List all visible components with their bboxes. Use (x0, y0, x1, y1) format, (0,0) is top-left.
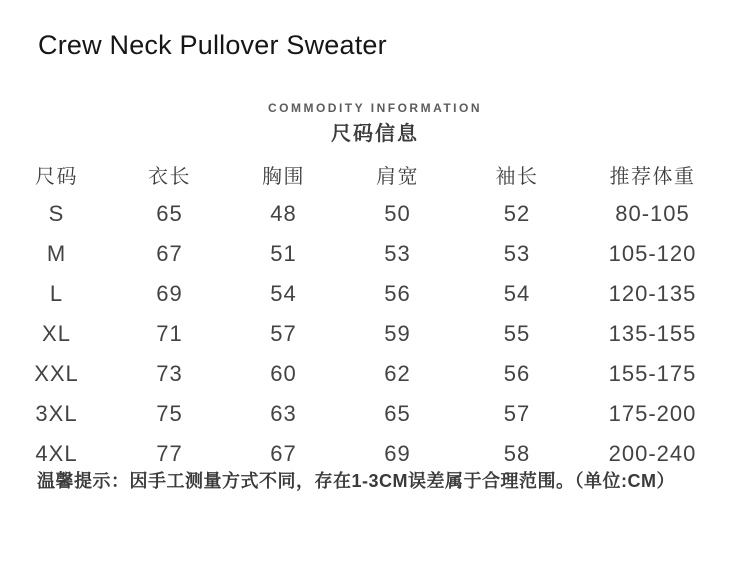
size-value-cell: 75 (156, 401, 183, 426)
size-row (0, 234, 750, 274)
size-row (0, 394, 750, 434)
size-value-cell: 73 (156, 361, 183, 386)
size-row (0, 274, 750, 314)
size-value-cell: 54 (503, 281, 531, 306)
size-label-cell: XL (42, 321, 71, 346)
column-header: 尺码 (35, 165, 78, 188)
size-value-cell: 52 (503, 201, 531, 226)
size-label-cell: 4XL (35, 441, 78, 466)
size-value-cell: 175-200 (608, 401, 697, 426)
size-value-cell: 69 (384, 441, 411, 466)
column-header: 推荐体重 (609, 165, 696, 188)
size-row (0, 314, 750, 354)
size-label-cell: XXL (34, 361, 79, 386)
size-value-cell: 56 (503, 361, 531, 386)
size-label-cell: 3XL (35, 401, 78, 426)
size-row (0, 194, 750, 234)
size-row (0, 354, 750, 394)
size-value-cell: 80-105 (615, 201, 690, 226)
size-value-cell: 77 (156, 441, 183, 466)
size-value-cell: 69 (156, 281, 183, 306)
size-value-cell: 54 (270, 281, 297, 306)
size-value-cell: 155-175 (608, 361, 697, 386)
size-value-cell: 55 (503, 321, 531, 346)
section-header (0, 101, 750, 146)
size-value-cell: 48 (270, 201, 297, 226)
size-value-cell: 67 (156, 241, 183, 266)
size-value-cell: 53 (384, 241, 411, 266)
size-value-cell: 200-240 (608, 441, 697, 466)
size-value-cell: 59 (384, 321, 411, 346)
size-value-cell: 62 (384, 361, 411, 386)
size-value-cell: 71 (156, 321, 183, 346)
size-value-cell: 60 (270, 361, 297, 386)
size-value-cell: 135-155 (608, 321, 697, 346)
column-header: 胸围 (262, 165, 305, 188)
size-value-cell: 67 (270, 441, 297, 466)
size-value-cell: 120-135 (608, 281, 697, 306)
column-header: 衣长 (148, 165, 191, 188)
size-value-cell: 53 (503, 241, 531, 266)
measurement-note: 温馨提示：因手工测量方式不同，存在1-3CM误差属于合理范围。（单位:CM） (37, 471, 675, 491)
size-value-cell: 105-120 (608, 241, 697, 266)
size-value-cell: 58 (503, 441, 531, 466)
size-value-cell: 65 (384, 401, 411, 426)
size-value-cell: 65 (156, 201, 183, 226)
size-value-cell: 56 (384, 281, 411, 306)
product-title: Crew Neck Pullover Sweater (38, 30, 387, 60)
size-value-cell: 57 (503, 401, 531, 426)
column-header: 袖长 (495, 165, 539, 188)
size-label-cell: S (48, 201, 65, 226)
column-header: 肩宽 (376, 165, 419, 188)
size-value-cell: 51 (270, 241, 297, 266)
size-label-cell: M (46, 241, 67, 266)
size-label-cell: L (49, 281, 64, 306)
size-value-cell: 57 (270, 321, 297, 346)
section-label-zh: 尺码信息 (331, 123, 419, 145)
size-value-cell: 63 (270, 401, 297, 426)
size-table-header-row (0, 154, 750, 194)
section-label-en: COMMODITY INFORMATION (267, 101, 483, 115)
size-table (0, 154, 750, 474)
size-value-cell: 50 (384, 201, 411, 226)
